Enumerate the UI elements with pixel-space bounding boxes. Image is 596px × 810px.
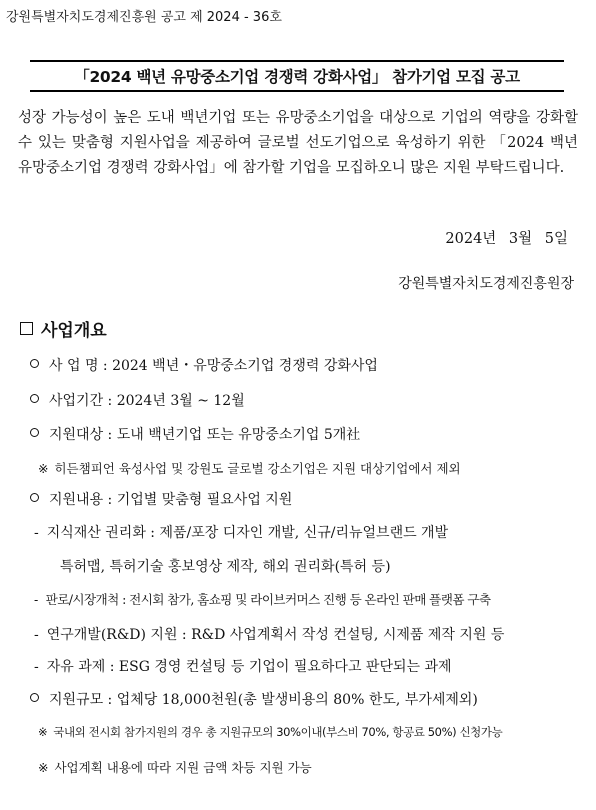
- item-text: 지원규모 : 업체당 18,000천원(총 발생비용의 80% 한도, 부가세제외): [49, 692, 478, 708]
- subitem-ip: [34, 522, 448, 542]
- item-content: [30, 489, 292, 509]
- intro-paragraph: 성장 가능성이 높은 도내 백년기업 또는 유망중소기업을 대상으로 기업의 역량을 강화할 수 있는 맞춤형 지원사업을 제공하여 글로벌 선도기업으로 육성하기 위한 「2024 백년 유망중소기업 경쟁력 강화사업」에 참가할 기업을 모집하오니 많은 지원 부탁드립니다.: [18, 110, 578, 176]
- note-scale-2: [38, 758, 312, 776]
- subitem-text: 판로/시장개척 : 전시회 참가, 홈쇼핑 및 라이브커머스 진행 등 온라인 판매 플랫폼 구축: [45, 592, 491, 607]
- subitem-rnd: [34, 624, 504, 644]
- title-text: 「2024 백년 유망중소기업 경쟁력 강화사업」 참가기업 모집 공고: [74, 68, 520, 86]
- note-target: [38, 459, 461, 477]
- note-text: 사업계획 내용에 따라 지원 금액 차등 지원 가능: [54, 760, 312, 775]
- issuer-name: 강원특별자치도경제진흥원장: [398, 276, 574, 292]
- subitem-text: 특허맵, 특허기술 홍보영상 제작, 해외 권리화(특허 등): [60, 559, 391, 575]
- item-text: 지원대상 : 도내 백년기업 또는 유망중소기업 5개社: [49, 427, 361, 443]
- circle-bullet-icon: [30, 428, 39, 437]
- section-heading: [20, 316, 107, 341]
- square-bullet-icon: [20, 322, 33, 335]
- announcement-date: 2024년 3월 5일: [445, 231, 568, 247]
- document-number: 강원특별자치도경제진흥원 공고 제 2024 - 36호: [6, 10, 282, 25]
- item-target: [30, 424, 360, 444]
- circle-bullet-icon: [30, 693, 39, 702]
- subitem-free: [34, 656, 452, 676]
- subitem-text: 연구개발(R&D) 지원 : R&D 사업계획서 작성 컨설팅, 시제품 제작 지원 등: [46, 627, 505, 643]
- note-mark: ※: [38, 760, 49, 775]
- dash-mark: -: [34, 592, 38, 607]
- item-period: [30, 390, 245, 410]
- note-scale-1: [38, 724, 502, 740]
- note-mark: ※: [38, 461, 49, 476]
- page-title: [30, 60, 564, 92]
- circle-bullet-icon: [30, 394, 39, 403]
- circle-bullet-icon: [30, 493, 39, 502]
- item-scale: [30, 689, 478, 709]
- subitem-text: 지식재산 권리화 : 제품/포장 디자인 개발, 신규/리뉴얼브랜드 개발: [46, 525, 449, 541]
- note-text: 국내외 전시회 참가지원의 경우 총 지원규모의 30%이내(부스비 70%, 항공료 50%) 신청가능: [53, 725, 503, 739]
- subitem-market: [34, 589, 490, 608]
- note-text: 히든챔피언 육성사업 및 강원도 글로벌 강소기업은 지원 대상기업에서 제외: [54, 461, 461, 476]
- item-text: 사업기간 : 2024년 3월 ~ 12월: [49, 393, 245, 409]
- dash-mark: -: [34, 525, 39, 541]
- item-text: 지원내용 : 기업별 맞춤형 필요사업 지원: [49, 492, 293, 508]
- dash-mark: -: [34, 659, 39, 675]
- section-title: 사업개요: [41, 321, 107, 341]
- subitem-ip-continued: [60, 556, 391, 576]
- subitem-text: 자유 과제 : ESG 경영 컨설팅 등 기업이 필요하다고 판단되는 과제: [46, 659, 452, 675]
- item-text: 사 업 명 : 2024 백년・유망중소기업 경쟁력 강화사업: [49, 358, 378, 374]
- item-business-name: [30, 355, 378, 375]
- note-mark: ※: [38, 725, 48, 739]
- circle-bullet-icon: [30, 359, 39, 368]
- dash-mark: -: [34, 627, 39, 643]
